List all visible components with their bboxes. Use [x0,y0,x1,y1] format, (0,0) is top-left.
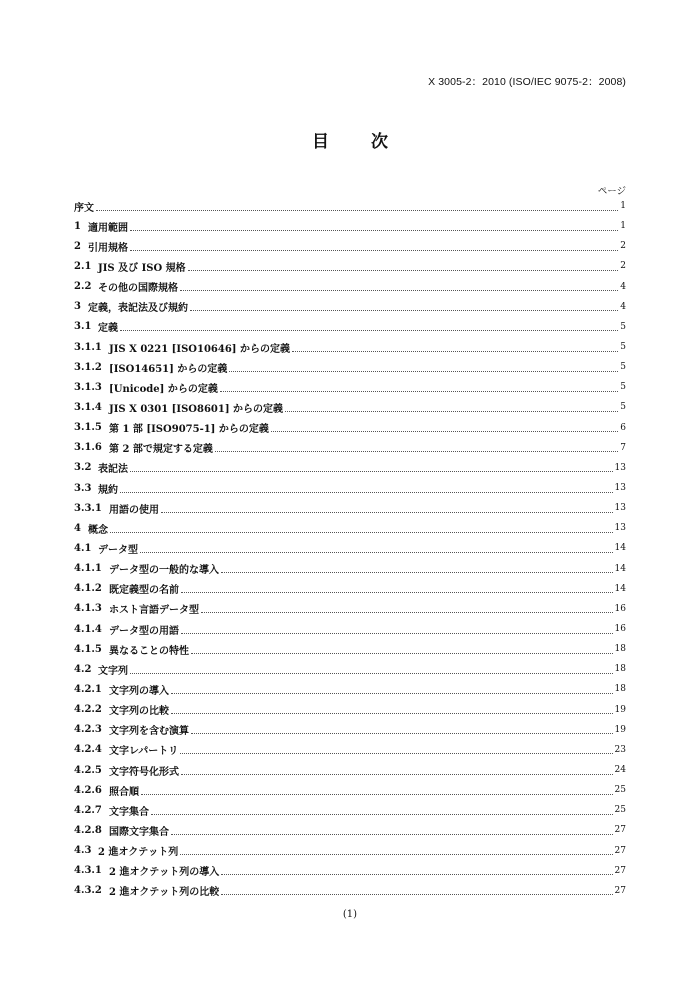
dot-leader [120,492,613,493]
toc-entry-label: 第 2 部で規定する定義 [109,444,213,456]
toc-entry-page: 27 [614,845,626,856]
toc-entry-number: 1 [74,220,81,232]
toc-entry-label: [Unicode] からの定義 [109,383,218,395]
dot-leader [161,512,613,513]
toc-entry-label: 異なることの特性 [109,645,189,657]
toc-entry-page: 2 [620,241,626,252]
toc-entry-number: 4.2.4 [74,744,102,756]
toc-entry-number: 3.3.1 [74,502,102,514]
dot-leader [190,310,618,311]
toc-entry[interactable] [74,438,626,458]
toc-entry[interactable] [74,639,626,659]
dot-leader [201,612,613,613]
dot-leader [171,713,613,714]
toc-entry-label: 国際文字集合 [109,826,169,838]
toc-entry[interactable] [74,760,626,780]
toc-entry-number: 3 [74,301,81,313]
dot-leader [221,894,612,895]
toc-entry-page: 4 [620,301,626,312]
toc-entry-label: JIS 及び ISO 規格 [98,262,186,274]
dot-leader [221,572,613,573]
toc-entry-number: 4.1 [74,542,92,554]
toc-entry-page: 27 [614,825,626,836]
toc-entry-label: JIS X 0221 [ISO10646] からの定義 [109,343,291,355]
toc-entry-page: 5 [620,362,626,373]
dot-leader [188,270,618,271]
toc-entry-label: 2 進オクテット列の比較 [109,887,220,899]
toc-entry-page: 16 [614,624,626,635]
toc-entry[interactable] [74,559,626,579]
toc-entry[interactable] [74,881,626,901]
toc-entry-page: 27 [614,885,626,896]
toc-entry-page: 23 [614,744,626,755]
toc-entry-page: 7 [620,442,626,453]
dot-leader [130,471,613,472]
toc-entry-page: 4 [620,281,626,292]
toc-entry[interactable] [74,518,626,538]
dot-leader [181,774,613,775]
toc-entry-label: 適用範囲 [88,222,128,234]
toc-entry-number: 3.1.6 [74,442,102,454]
toc-entry-page: 5 [620,382,626,393]
toc-entry-page: 1 [620,201,626,212]
toc-entry[interactable] [74,277,626,297]
toc-entry-label: データ型の用語 [109,625,179,637]
dot-leader [292,351,618,352]
toc-entry[interactable] [74,700,626,720]
toc-entry[interactable] [74,397,626,417]
dot-leader [191,653,613,654]
toc-entry-number: 3.1.1 [74,341,102,353]
toc-entry[interactable] [74,337,626,357]
toc-entry[interactable] [74,256,626,276]
dot-leader [181,592,613,593]
dot-leader [220,391,618,392]
toc-entry-page: 25 [614,785,626,796]
toc-entry-page: 24 [614,765,626,775]
toc-entry[interactable] [74,498,626,518]
toc-entry-label: 2 進オクテット列 [98,847,179,859]
toc-entry-label: ホスト言語データ型 [109,605,199,617]
toc-entry-label: 文字集合 [109,806,149,818]
toc-entry-label: 文字列を含む演算 [109,726,189,738]
toc-entry-number: 4.3 [74,845,92,857]
toc-entry-label: 照合順 [109,786,139,798]
toc-entry-page: 18 [614,644,626,655]
toc-entry-label: 文字列の導入 [109,685,169,697]
toc-entry[interactable] [74,720,626,740]
toc-entry-label: 2 進オクテット列の導入 [109,867,220,879]
toc-entry[interactable] [74,679,626,699]
dot-leader [215,451,618,452]
toc-entry-number: 4.1.3 [74,603,102,615]
toc-entry[interactable] [74,740,626,760]
toc-entry-page: 19 [614,724,626,735]
toc-entry-page: 5 [620,402,626,413]
toc-entry-page: 13 [614,523,626,534]
toc-entry-number: 3.3 [74,482,92,494]
dot-leader [110,532,613,533]
toc-entry-number: 4.1.4 [74,623,102,635]
toc-entry[interactable] [74,538,626,558]
toc-entry-number: 4 [74,522,81,534]
page-title: 目 次 [312,132,406,152]
toc-entry-page: 14 [614,583,626,594]
page-number: (1) [342,909,358,920]
toc-entry-page: 25 [614,805,626,816]
dot-leader [151,814,613,815]
toc-entry[interactable] [74,599,626,619]
toc-entry[interactable] [74,196,626,216]
toc-entry-page: 19 [614,704,626,715]
toc-entry-label: 定義 [98,323,118,335]
toc-entry[interactable] [74,377,626,397]
toc-entry-number: 4.2.7 [74,804,102,816]
toc-entry[interactable] [74,418,626,438]
toc-entry-page: 5 [620,342,626,353]
page-column-label: ページ [597,186,626,197]
toc-entry-page: 2 [620,261,626,272]
dot-leader [130,673,613,674]
toc-entry[interactable] [74,478,626,498]
toc-entry[interactable] [74,216,626,236]
dot-leader [140,552,613,553]
dot-leader [180,753,612,754]
toc-entry[interactable] [74,619,626,639]
toc-entry[interactable] [74,861,626,881]
toc-entry-number: 3.1.3 [74,381,102,393]
toc-entry-number: 4.1.2 [74,583,102,595]
toc-entry-number: 2 [74,240,81,252]
dot-leader [130,250,618,251]
dot-leader [120,330,618,331]
dot-leader [181,633,613,634]
dot-leader [285,411,618,412]
table-of-contents [74,196,626,901]
toc-entry-number: 3.2 [74,462,92,474]
toc-entry-label: 概念 [88,524,108,536]
toc-entry[interactable] [74,579,626,599]
toc-entry[interactable] [74,800,626,820]
toc-entry-page: 14 [614,563,626,574]
toc-entry-number: 4.3.1 [74,865,102,877]
toc-entry[interactable] [74,659,626,679]
toc-entry-label: 第 1 部 [ISO9075-1] からの定義 [109,424,269,436]
toc-entry-page: 18 [614,684,626,695]
toc-entry-number: 4.2.1 [74,683,102,695]
toc-entry-number: 4.2.5 [74,764,102,776]
toc-entry-label: 文字レパートリ [109,746,179,758]
toc-entry-page: 27 [614,865,626,876]
toc-entry-page: 5 [620,321,626,332]
toc-entry-number: 3.1.5 [74,422,102,434]
toc-entry-number: 3.1.2 [74,361,102,373]
document-code: X 3005-2：2010 (ISO/IEC 9075-2：2008) [428,76,626,88]
toc-entry-number: 4.3.2 [74,885,102,897]
toc-entry[interactable] [74,458,626,478]
toc-entry[interactable] [74,820,626,840]
toc-entry-page: 18 [614,664,626,675]
toc-entry-page: 13 [614,462,626,473]
toc-entry-number: 4.2.3 [74,724,102,736]
dot-leader [191,733,613,734]
dot-leader [130,230,618,231]
toc-entry[interactable] [74,357,626,377]
dot-leader [271,431,618,432]
toc-entry-page: 14 [614,543,626,554]
dot-leader [229,371,618,372]
dot-leader [180,854,612,855]
toc-entry[interactable] [74,297,626,317]
toc-entry-label: データ型 [98,544,138,556]
toc-entry-label: JIS X 0301 [ISO8601] からの定義 [109,403,284,415]
toc-entry-page: 6 [620,422,626,433]
toc-entry-number: 4.1.1 [74,563,102,575]
toc-entry-number: 3.1 [74,321,92,333]
toc-entry-label: 既定義型の名前 [109,585,179,597]
toc-entry-number: 4.2.6 [74,784,102,796]
toc-entry-label: 用語の使用 [109,504,159,516]
toc-entry-number: 4.2.2 [74,704,102,716]
toc-entry-label: 定義，表記法及び規約 [88,303,188,315]
dot-leader [141,794,613,795]
toc-entry-label: [ISO14651] からの定義 [109,363,228,375]
dot-leader [171,834,613,835]
toc-entry-number: 4.2 [74,663,92,675]
toc-entry-number: 3.1.4 [74,401,102,413]
toc-entry-label: 文字列 [98,665,128,677]
toc-entry-page: 13 [614,483,626,494]
toc-entry-label: 文字列の比較 [109,706,169,718]
toc-entry-label: 序文 [74,202,94,214]
dot-leader [180,290,618,291]
toc-entry-label: 規約 [98,484,118,496]
toc-entry[interactable] [74,317,626,337]
dot-leader [96,210,618,211]
toc-entry-label: 文字符号化形式 [109,766,179,778]
toc-entry-number: 2.1 [74,260,92,272]
toc-entry-page: 1 [620,221,626,232]
toc-entry-number: 4.1.5 [74,643,102,655]
toc-entry-number: 2.2 [74,281,92,293]
toc-entry-page: 13 [614,503,626,514]
toc-entry-label: 引用規格 [88,242,128,254]
toc-entry[interactable] [74,841,626,861]
toc-entry-number: 4.2.8 [74,824,102,836]
toc-entry-label: その他の国際規格 [98,283,178,295]
toc-entry-label: 表記法 [98,464,128,476]
toc-entry[interactable] [74,236,626,256]
dot-leader [221,874,612,875]
toc-entry-label: データ型の一般的な導入 [109,565,219,577]
dot-leader [171,693,613,694]
toc-entry-page: 16 [614,603,626,614]
toc-entry[interactable] [74,780,626,800]
